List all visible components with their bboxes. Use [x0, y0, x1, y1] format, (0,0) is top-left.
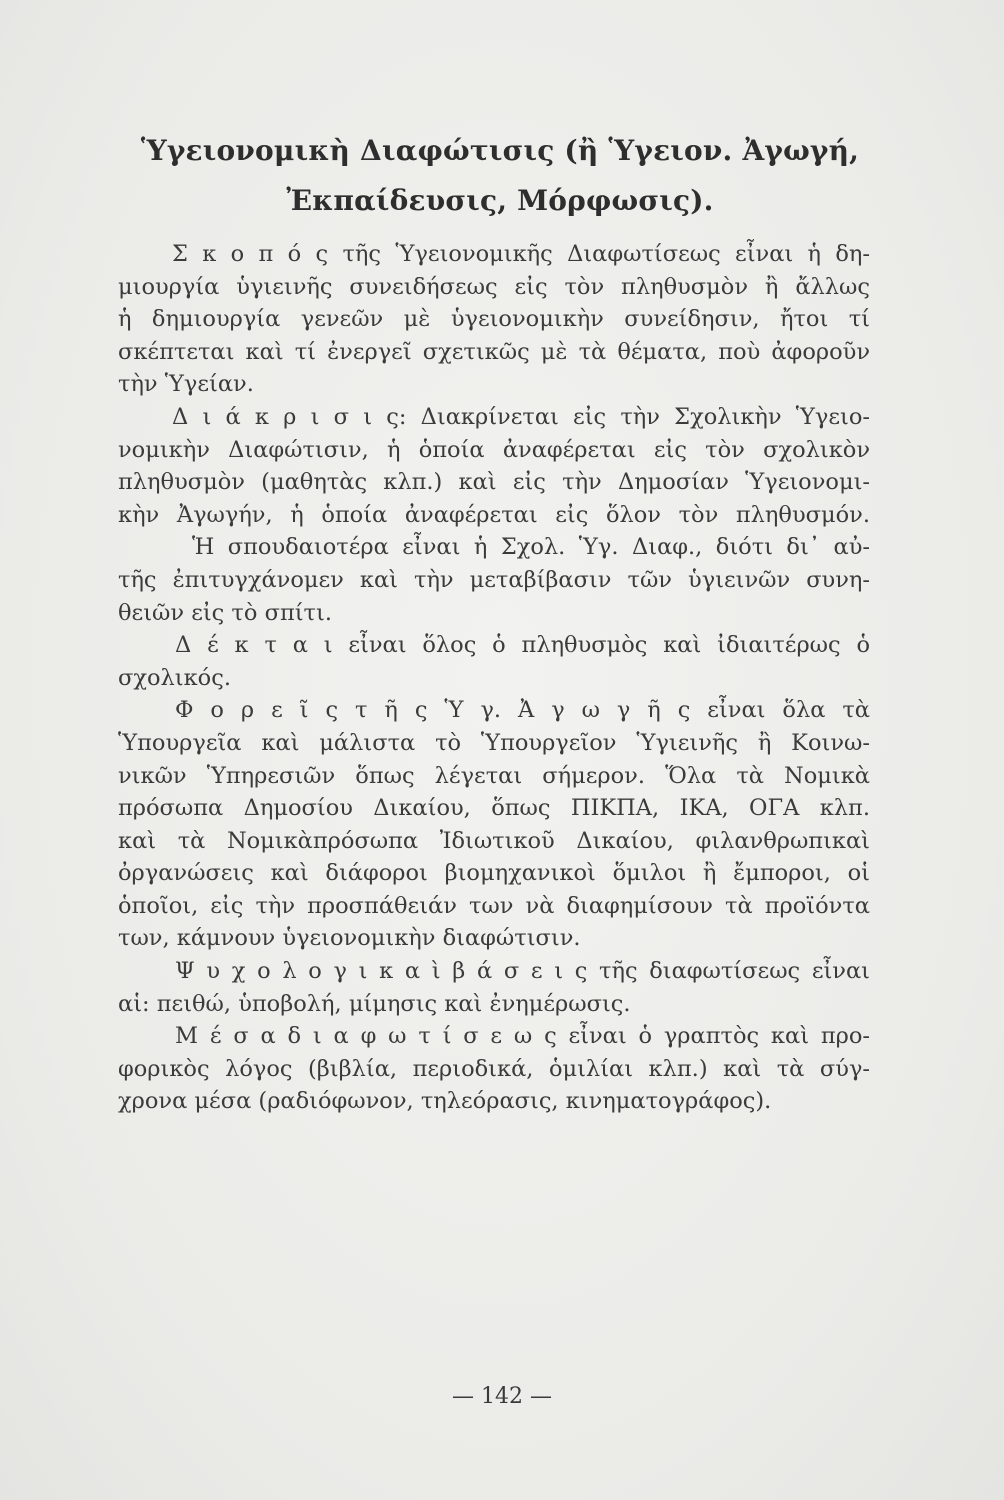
text-line: ὀργανώσεις καὶ διάφοροι βιομηχανικοὶ ὅμιλοι ἢ ἔμποροι, οἱ [118, 860, 870, 887]
text-line: ἡ δημιουργία γενεῶν μὲ ὑγειονομικὴν συνείδησιν, ἤτοι τί [118, 306, 870, 333]
text-line: θειῶν εἰς τὸ σπίτι. [118, 599, 332, 626]
text-line: νικῶν Ὑπηρεσιῶν ὅπως λέγεται σήμερον. Ὅλα τὰ Νομικὰ [118, 762, 870, 789]
text-line: μιουργία ὑγιεινῆς συνειδήσεως εἰς τὸν πληθυσμὸν ἢ ἄλλως [118, 273, 870, 300]
text-line: Ὑπουργεῖα καὶ μάλιστα τὸ Ὑπουργεῖον Ὑγιεινῆς ἢ Κοινω- [118, 729, 870, 756]
text-line: τὴν Ὑγείαν. [118, 371, 254, 398]
text-line: Μ έ σ α δ ι α φ ω τ ί σ ε ω ς εἶναι ὁ γραπτὸς καὶ προ- [175, 1023, 870, 1050]
text-line: χρονα μέσα (ραδιόφωνον, τηλεόρασις, κινηματογράφος). [118, 1088, 772, 1115]
text-line: Σ κ ο π ό ς τῆς Ὑγειονομικῆς Διαφωτίσεως εἶναι ἡ δη- [172, 241, 870, 267]
text-line: πληθυσμὸν (μαθητὰς κλπ.) καὶ εἰς τὴν Δημοσίαν Ὑγειονομι- [118, 469, 870, 496]
text-line: των, κάμνουν ὑγειονομικὴν διαφώτισιν. [118, 925, 581, 952]
text-line: ὁποῖοι, εἰς τὴν προσπάθειάν των νὰ διαφημίσουν τὰ προϊόντα [118, 892, 870, 919]
text-line: Φ ο ρ ε ῖ ς τ ῆ ς Ὑ γ. Ἀ γ ω γ ῆ ς εἶναι ὅλα τὰ [175, 697, 870, 724]
text-line: πρόσωπα Δημοσίου Δικαίου, ὅπως ΠΙΚΠΑ, ΙΚΑ, ΟΓΑ κλπ. [118, 795, 870, 822]
text-line: Δ έ κ τ α ι εἶναι ὅλος ὁ πληθυσμὸς καὶ ἰδιαιτέρως ὁ [175, 632, 870, 659]
text-line: Ἡ σπουδαιοτέρα εἶναι ἡ Σχολ. Ὑγ. Διαφ., διότι δι᾿ αὐ- [192, 534, 870, 561]
page-number: — 142 — [452, 1384, 552, 1409]
body-text [118, 238, 870, 1118]
text-line: σκέπτεται καὶ τί ἐνεργεῖ σχετικῶς μὲ τὰ θέματα, ποὺ ἀφοροῦν [118, 338, 870, 365]
text-line: Δ ι ά κ ρ ι σ ι ς: Διακρίνεται εἰς τὴν Σχολικὴν Ὑγειο- [172, 403, 870, 430]
text-line: κὴν Ἀγωγήν, ἡ ὁποία ἀναφέρεται εἰς ὅλον τὸν πληθυσμόν. [118, 501, 870, 528]
text-line: σχολικός. [118, 664, 231, 691]
text-line: καὶ τὰ Νομικὰπρόσωπα Ἰδιωτικοῦ Δικαίου, φιλανθρωπικαὶ [118, 827, 870, 854]
text-line: αἱ: πειθώ, ὑποβολή, μίμησις καὶ ἐνημέρωσις. [118, 990, 631, 1017]
text-line: φορικὸς λόγος (βιβλία, περιοδικά, ὁμιλίαι κλπ.) καὶ τὰ σύγ- [118, 1055, 870, 1082]
chapter-title-line-2: Ἐκπαίδευσις, Μόρφωσις). [286, 184, 714, 217]
text-line: Ψ υ χ ο λ ο γ ι κ α ὶ β ά σ ε ι ς τῆς διαφωτίσεως εἶναι [175, 958, 870, 985]
chapter-title-line-1: Ὑγειονομικὴ Διαφώτισις (ἢ Ὑγειον. Ἀγωγή, [140, 134, 860, 167]
text-line: νομικὴν Διαφώτισιν, ἡ ὁποία ἀναφέρεται εἰς τὸν σχολικὸν [118, 436, 870, 463]
text-line: τῆς ἐπιτυγχάνομεν καὶ τὴν μεταβίβασιν τῶν ὑγιεινῶν συνη- [118, 566, 870, 593]
